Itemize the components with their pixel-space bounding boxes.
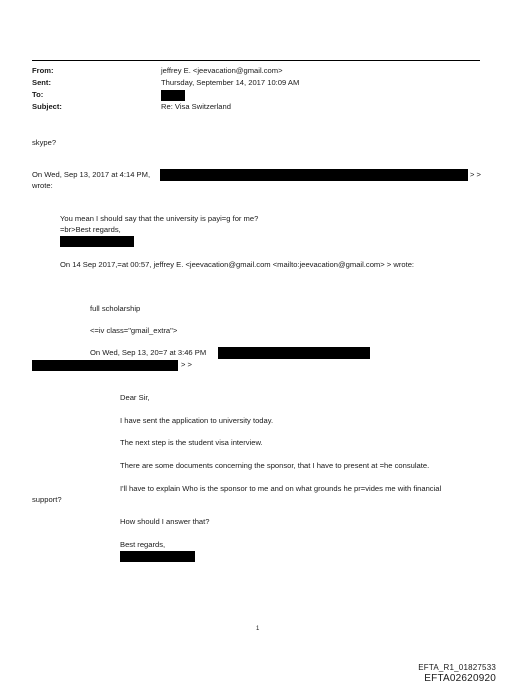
efta-id-2: EFTA02620920 <box>424 673 496 684</box>
efta-id-1: EFTA_R1_01827533 <box>418 663 496 672</box>
sent-label: Sent: <box>32 78 51 87</box>
page-number: 1 <box>256 626 260 632</box>
redaction-quote3-sender-a <box>218 347 370 359</box>
to-label: To: <box>32 90 44 99</box>
quote1-line1: You mean I should say that the university is payi=g for me? <box>60 214 259 223</box>
quote3-intro: On Wed, Sep 13, 20=7 at 3:46 PM <box>90 348 207 357</box>
redaction-signature <box>120 551 195 562</box>
paragraph-2: The next step is the student visa interview. <box>120 438 263 447</box>
redaction-quote3-sender-b <box>32 360 178 371</box>
skype-text: skype? <box>32 138 57 147</box>
paragraph-4: I'll have to explain Who is the sponsor to me and on what grounds he pr=vides me with financial <box>120 484 442 493</box>
redaction-to <box>161 90 185 101</box>
from-label: From: <box>32 66 54 75</box>
quote2-intro: On 14 Sep 2017,=at 00:57, jeffrey E. <jeevacation@gmail.com <mailto:jeevacation@gmail.com> > wrote: <box>60 260 415 269</box>
paragraph-3: There are some documents concerning the sponsor, that I have to present at =he consulate. <box>120 461 430 470</box>
quote2-line1: full scholarship <box>90 304 141 313</box>
from-value: jeffrey E. <jeevacation@gmail.com> <box>161 66 283 75</box>
top-rule <box>32 60 480 61</box>
paragraph-1: I have sent the application to university today. <box>120 416 274 425</box>
paragraph-5: How should I answer that? <box>120 517 210 526</box>
quote3-suffix: > > <box>181 360 192 369</box>
quote1-wrote: wrote: <box>32 181 53 190</box>
quote1-suffix: > > <box>470 170 481 179</box>
subject-value: Re: Visa Switzerland <box>161 102 231 111</box>
sent-value: Thursday, September 14, 2017 10:09 AM <box>161 78 300 87</box>
greeting: Dear Sir, <box>120 393 150 402</box>
quote1-line2: =br>Best regards, <box>60 225 121 234</box>
paragraph-4-continuation: support? <box>32 495 62 504</box>
signoff: Best regards, <box>120 540 166 549</box>
redaction-quote1-signature <box>60 236 134 247</box>
subject-label: Subject: <box>32 102 62 111</box>
redaction-quote1-sender <box>160 169 468 181</box>
quote1-intro: On Wed, Sep 13, 2017 at 4:14 PM, <box>32 170 151 179</box>
quote2-line2: <=iv class="gmail_extra"> <box>90 326 178 335</box>
